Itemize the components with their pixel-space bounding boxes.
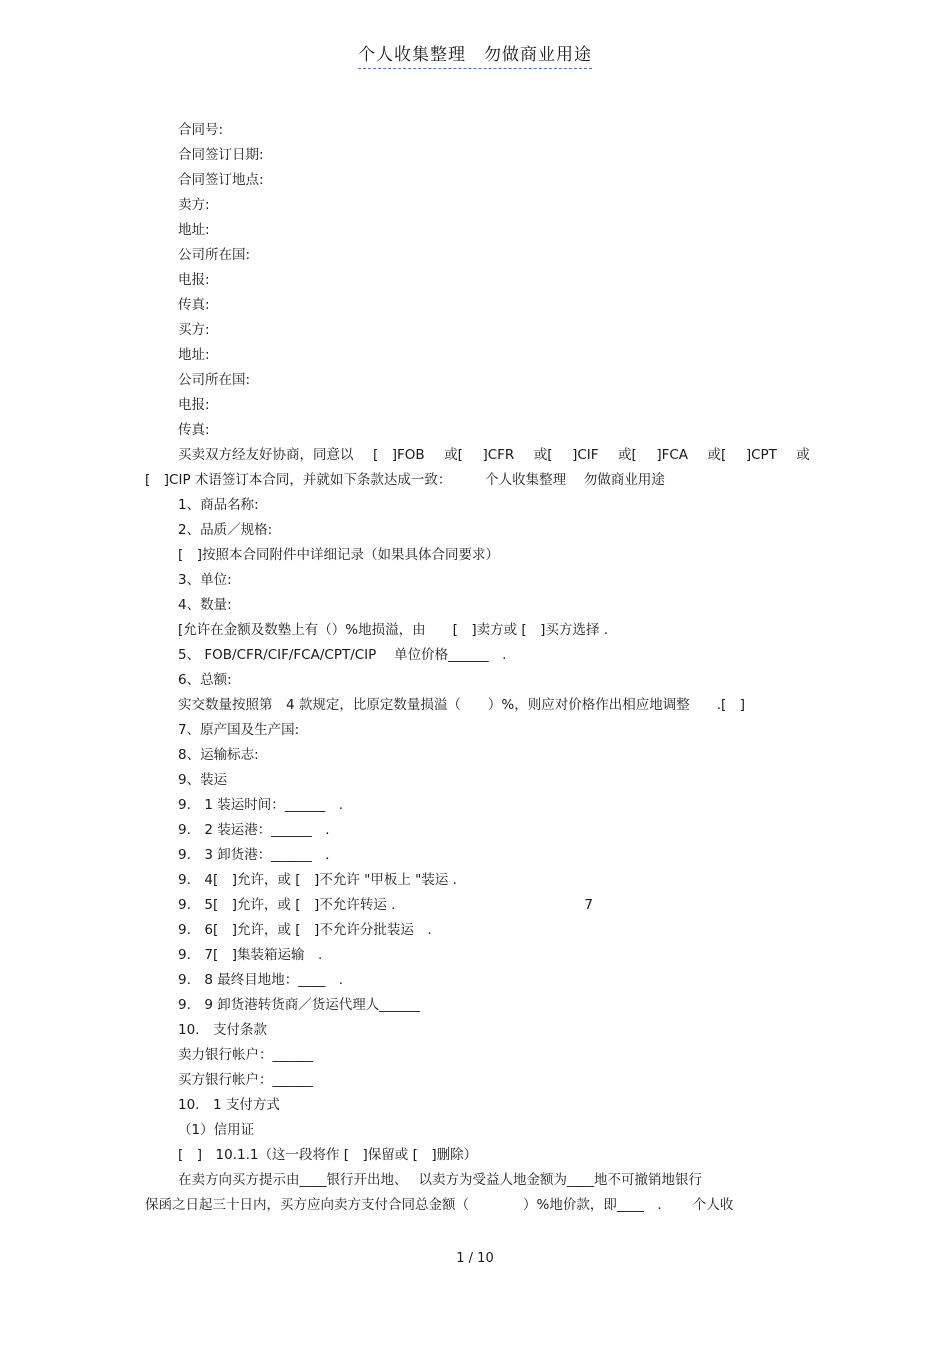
contract-line: 9. 6[ ]允许，或 [ ]不允许分批装运 . (178, 922, 432, 938)
contract-line: 买方银行帐户：______ (178, 1072, 313, 1088)
contract-line: [ ]CIP 术语签订本合同，并就如下条款达成一致： 个人收集整理 勿做商业用途 (145, 472, 665, 488)
page-number: 1 / 10 (456, 1251, 494, 1266)
header-title: 个人收集整理 勿做商业用途 (358, 45, 592, 69)
contract-line: 卖力银行帐户：______ (178, 1047, 313, 1063)
contract-line: [允许在金额及数塾上有（）%地损溢，由 [ ]卖方或 [ ]买方选择 . (178, 622, 609, 638)
contract-line-part: [ ]FOB (373, 447, 425, 463)
contract-line: 2、品质／规格: (178, 522, 273, 538)
contract-line: 保函之日起三十日内，买方应向卖方支付合同总金额（ ）%地价款，即____ . 个人收 (145, 1197, 734, 1213)
contract-line: 1、商品名称: (178, 497, 259, 513)
contract-line: 电报: (178, 397, 210, 413)
contract-line: 4、数量: (178, 597, 232, 613)
contract-line-part: 买卖双方经友好协商，同意以 (178, 447, 354, 463)
contract-line: [ ] 10.1.1（这一段将作 [ ]保留或 [ ]删除） (178, 1147, 478, 1163)
contract-line: 合同签订日期: (178, 147, 264, 163)
contract-line (145, 443, 810, 468)
contract-line: 6、总额: (178, 672, 232, 688)
contract-line: 地址: (178, 347, 210, 363)
contract-line: 传真: (178, 297, 210, 313)
contract-line-part: ]FCA (656, 447, 689, 463)
contract-line: 合同签订地点: (178, 172, 264, 188)
contract-line-part: ]CPT (745, 447, 777, 463)
contract-line-part: 或 (796, 447, 810, 463)
contract-line: 9. 1 装运时间：______ . (178, 797, 344, 813)
contract-line: 7、原产国及生产国: (178, 722, 300, 738)
contract-line: 9. 8 最终目地地：____ . (178, 972, 344, 988)
contract-line: 地址: (178, 222, 210, 238)
contract-line: [ ]按照本合同附件中详细记录（如果具体合同要求） (178, 547, 500, 563)
contract-body (145, 118, 810, 1218)
contract-line: 合同号: (178, 122, 224, 138)
contract-line-part: 或[ (707, 447, 727, 463)
contract-line: 9. 4[ ]允许，或 [ ]不允许 "甲板上 "装运 . (178, 872, 457, 888)
contract-line: 3、单位: (178, 572, 232, 588)
contract-line: 9. 3 卸货港：______ . (178, 847, 330, 863)
contract-line: 9. 2 装运港：______ . (178, 822, 330, 838)
contract-line: 电报: (178, 272, 210, 288)
contract-line: 9. 5[ ]允许，或 [ ]不允许转运 . 7 (178, 897, 593, 913)
contract-line: 传真: (178, 422, 210, 438)
contract-line-part: 或[ (533, 447, 553, 463)
page-header (0, 40, 950, 65)
contract-line: 9. 7[ ]集装箱运输 . (178, 947, 323, 963)
contract-line: 实交数量按照第 4 款规定，比原定数量损溢（ ）%，则应对价格作出相应地调整 .[ ] (178, 697, 746, 713)
contract-line: 9、装运 (178, 772, 228, 788)
contract-line: 10. 1 支付方式 (178, 1097, 280, 1113)
contract-line: 买方: (178, 322, 210, 338)
contract-line: 5、 FOB/CFR/CIF/FCA/CPT/CIP 单位价格______ . (178, 647, 507, 663)
contract-line-part: ]CFR (482, 447, 515, 463)
contract-line: 10. 支付条款 (178, 1022, 267, 1038)
contract-line-part: 或[ (618, 447, 637, 463)
contract-line-part: ]CIF (572, 447, 599, 463)
contract-line: （1）信用证 (178, 1122, 255, 1138)
contract-line: 卖方: (178, 197, 210, 213)
contract-line: 在卖方向买方提示由____银行开出地、 以卖方为受益人地金额为____地不可撤销地银行 (178, 1172, 703, 1188)
contract-line: 公司所在国: (178, 372, 251, 388)
contract-line: 公司所在国: (178, 247, 251, 263)
contract-line-part: 或[ (444, 447, 463, 463)
contract-line: 8、运输标志: (178, 747, 259, 763)
contract-line: 9. 9 卸货港转货商／货运代理人______ (178, 997, 420, 1013)
